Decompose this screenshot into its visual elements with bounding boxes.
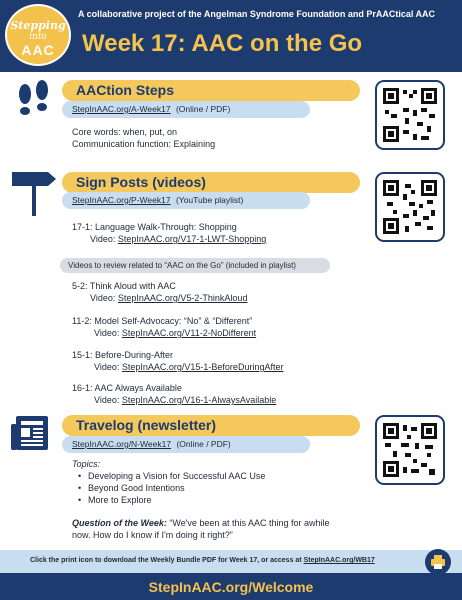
topic-item: • More to Explore xyxy=(78,494,265,506)
download-text: Click the print icon to download the Weekly Bundle PDF for Week 17, or access at xyxy=(30,557,302,564)
print-button[interactable] xyxy=(425,549,451,575)
question-line1 xyxy=(72,517,330,529)
review-video-link[interactable]: StepInAAC.org/V16-1-AlwaysAvailable xyxy=(121,395,277,405)
aaction-steps-link[interactable]: StepInAAC.org/A-Week17 xyxy=(72,104,171,114)
question-label: Question of the Week: xyxy=(72,518,167,528)
review-video-prefix: Video: xyxy=(90,293,116,303)
logo-line1: Stepping xyxy=(10,19,66,32)
sign-posts-link-pill xyxy=(62,192,310,209)
aaction-steps-heading: AACtion Steps xyxy=(62,80,360,101)
travelog-link-pill xyxy=(62,436,310,453)
communication-function: Communication function: Explaining xyxy=(72,139,216,149)
print-icon xyxy=(425,549,451,575)
download-instructions xyxy=(30,557,375,564)
newspaper-icon xyxy=(10,414,50,452)
sign-posts-link-note: (YouTube playlist) xyxy=(175,195,244,205)
qr-code-aaction-steps[interactable] xyxy=(375,80,445,150)
footprints-icon xyxy=(14,80,54,120)
main-video-prefix: Video: xyxy=(90,234,116,244)
signpost-icon xyxy=(10,166,58,216)
review-video-line xyxy=(94,361,283,373)
logo-line3: AAC xyxy=(21,42,55,58)
sign-posts-heading: Sign Posts (videos) xyxy=(62,172,360,193)
main-video-link[interactable]: StepInAAC.org/V17-1-LWT-Shopping xyxy=(117,234,267,244)
qr-pattern-icon xyxy=(383,180,437,234)
qr-pattern-icon xyxy=(383,88,437,142)
travelog-heading: Travelog (newsletter) xyxy=(62,415,360,436)
weekly-bundle-link[interactable]: StepInAAC.org/WB17 xyxy=(303,557,375,564)
travelog-link[interactable]: StepInAAC.org/N-Week17 xyxy=(72,439,172,449)
main-video-line xyxy=(90,233,266,245)
stepping-into-aac-logo[interactable] xyxy=(5,4,71,66)
core-words: Core words: when, put, on xyxy=(72,127,178,137)
question-text-2: now. How do I know if I'm doing it right?” xyxy=(72,530,233,540)
review-video-title: 11-2: Model Self-Advocacy: “No” & “Different” xyxy=(72,316,253,326)
review-video-title: 5-2: Think Aloud with AAC xyxy=(72,281,176,291)
qr-pattern-icon xyxy=(383,423,437,477)
review-video-line xyxy=(94,394,276,406)
review-video-link[interactable]: StepInAAC.org/V15-1-BeforeDuringAfter xyxy=(121,362,284,372)
review-video-prefix: Video: xyxy=(94,328,120,338)
review-video-line xyxy=(94,327,256,339)
topics-list xyxy=(78,470,265,506)
main-video-title: 17-1: Language Walk-Through: Shopping xyxy=(72,222,237,232)
question-text-1: “We've been at this AAC thing for awhile xyxy=(169,518,330,528)
review-video-title: 16-1: AAC Always Available xyxy=(72,383,182,393)
review-video-link[interactable]: StepInAAC.org/V11-2-NoDifferent xyxy=(121,328,257,338)
logo-line2: into xyxy=(29,32,47,42)
aaction-steps-link-pill xyxy=(62,101,310,118)
review-video-link[interactable]: StepInAAC.org/V5-2-ThinkAloud xyxy=(117,293,248,303)
sign-posts-link[interactable]: StepInAAC.org/P-Week17 xyxy=(72,195,171,205)
qr-code-travelog[interactable] xyxy=(375,415,445,485)
topic-item: • Developing a Vision for Successful AAC Use xyxy=(78,470,265,482)
qr-code-sign-posts[interactable] xyxy=(375,172,445,242)
review-videos-label: Videos to review related to “AAC on the Go” (included in playlist) xyxy=(60,258,330,273)
page-title: Week 17: AAC on the Go xyxy=(82,30,363,57)
topic-item: • Beyond Good Intentions xyxy=(78,482,265,494)
tagline: A collaborative project of the Angelman Syndrome Foundation and PrAACtical AAC xyxy=(78,9,436,19)
review-video-prefix: Video: xyxy=(94,362,120,372)
topics-label: Topics: xyxy=(72,459,101,469)
review-video-title: 15-1: Before-During-After xyxy=(72,350,174,360)
travelog-link-note: (Online / PDF) xyxy=(176,439,231,449)
welcome-link[interactable]: StepInAAC.org/Welcome xyxy=(148,579,314,595)
review-video-line xyxy=(90,292,247,304)
review-video-prefix: Video: xyxy=(94,395,120,405)
aaction-steps-link-note: (Online / PDF) xyxy=(175,104,231,114)
